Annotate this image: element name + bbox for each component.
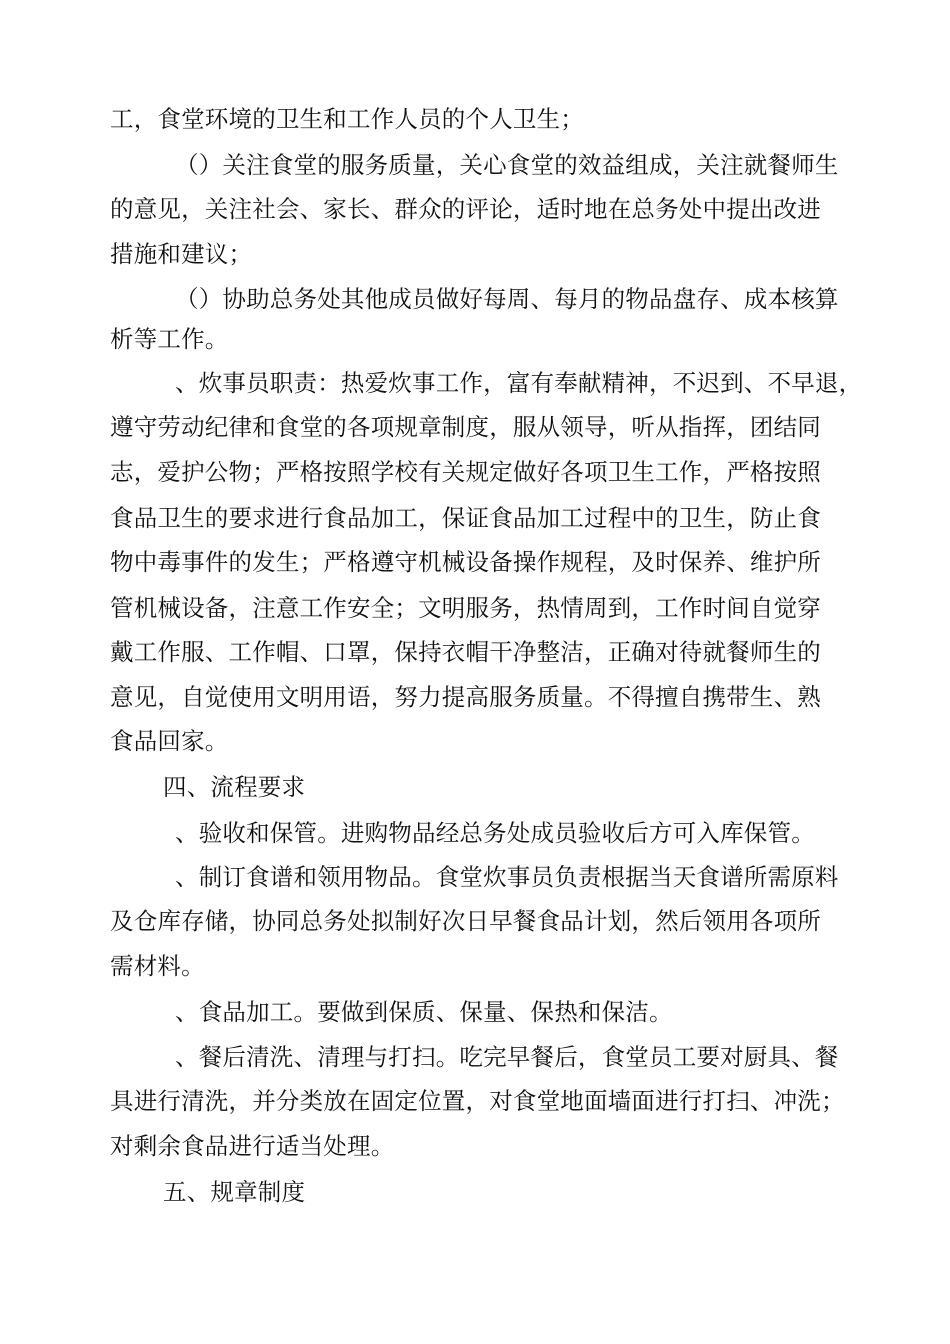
text-line: 戴工作服、工作帽、口罩，保持衣帽干净整洁，正确对待就餐师生的 [110,638,821,666]
text-line: 、炊事员职责：热爱炊事工作，富有奉献精神，不迟到、不早退， [175,369,863,397]
text-line: （）关注食堂的服务质量，关心食堂的效益组成，关注就餐师生 [175,151,839,179]
text-line: 需材料。 [110,952,205,980]
text-line: 物中毒事件的发生；严格遵守机械设备操作规程，及时保养、维护所 [110,548,821,576]
text-line: 对剩余食品进行适当处理。 [110,1132,395,1160]
text-line: 、餐后清洗、清理与打扫。吃完早餐后，食堂员工要对厨具、餐 [175,1043,839,1071]
text-line: 析等工作。 [110,325,229,353]
text-line: 志，爱护公物；严格按照学校有关规定做好各项卫生工作，严格按照 [110,458,821,486]
text-line: 意见，自觉使用文明用语，努力提高服务质量。不得擅自携带生、熟 [110,683,821,711]
text-line: 、验收和保管。进购物品经总务处成员验收后方可入库保管。 [175,819,815,847]
text-line: 、食品加工。要做到保质、保量、保热和保洁。 [175,998,673,1026]
text-line: 食品卫生的要求进行食品加工，保证食品加工过程中的卫生，防止食 [110,504,821,532]
text-line: 的意见，关注社会、家长、群众的评论，适时地在总务处中提出改进 [110,195,821,223]
text-line: 遵守劳动纪律和食堂的各项规章制度，服从领导，听从指挥，团结同 [110,413,821,441]
text-line: 具进行清洗，并分类放在固定位置，对食堂地面墙面进行打扫、冲洗； [110,1087,845,1115]
text-line: （）协助总务处其他成员做好每周、每月的物品盘存、成本核算 [175,285,839,313]
text-line: 、制订食谱和领用物品。食堂炊事员负责根据当天食谱所需原料 [175,863,839,891]
text-line: 食品回家。 [110,727,229,755]
text-line: 管机械设备，注意工作安全；文明服务，热情周到，工作时间自觉穿 [110,594,821,622]
text-line: 措施和建议； [110,240,253,268]
text-line: 及仓库存储，协同总务处拟制好次日早餐食品计划，然后领用各项所 [110,907,821,935]
section-heading: 五、规章制度 [163,1178,306,1206]
text-line: 工，食堂环境的卫生和工作人员的个人卫生； [110,105,584,133]
section-heading: 四、流程要求 [163,773,306,801]
